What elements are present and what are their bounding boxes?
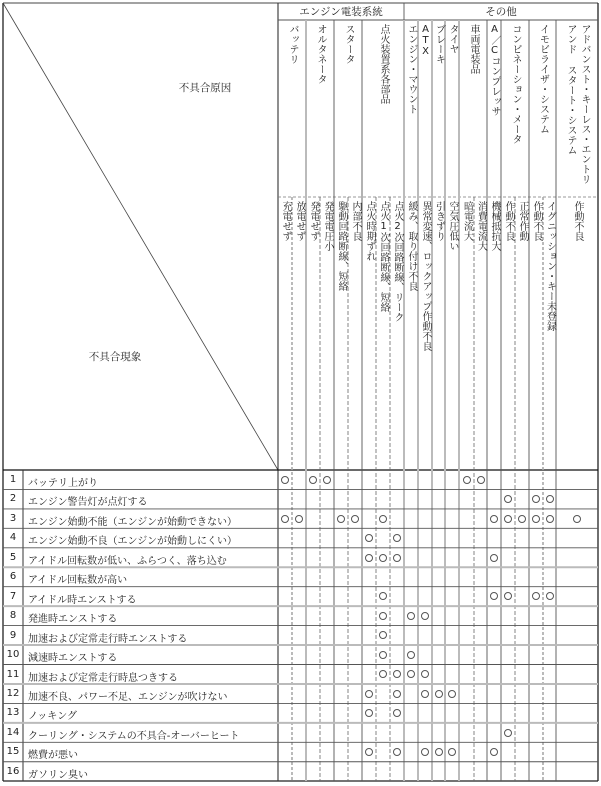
table-row bbox=[3, 703, 598, 722]
match-mark bbox=[379, 651, 387, 659]
symptom-label: ノッキング bbox=[28, 711, 77, 723]
row-number: 4 bbox=[9, 532, 17, 544]
component-header: スタータ bbox=[343, 24, 354, 64]
match-mark bbox=[393, 690, 401, 698]
match-mark bbox=[281, 476, 289, 484]
component-header: イモビライザ・システム bbox=[537, 24, 549, 134]
cause-header: 点火1次回路断線、短絡 bbox=[378, 201, 389, 312]
row-number: 13 bbox=[6, 707, 20, 719]
match-mark bbox=[490, 515, 498, 523]
symptom-label: 発進時エンストする bbox=[28, 614, 118, 626]
match-mark bbox=[393, 534, 401, 542]
component-header: ATX bbox=[420, 24, 431, 57]
match-mark bbox=[309, 476, 317, 484]
symptom-label: 加速および定常走行時エンストする bbox=[28, 633, 188, 645]
row-number: 11 bbox=[6, 668, 20, 680]
cause-header: 機械抵抗大 bbox=[489, 201, 500, 251]
cause-header: 点火2次回路断線、リーク bbox=[392, 201, 403, 322]
match-mark bbox=[281, 515, 289, 523]
symptom-label: 加速および定常走行時息つきする bbox=[28, 672, 178, 684]
symptom-label: エンジン始動不能（エンジンが始動できない） bbox=[28, 516, 237, 528]
match-mark bbox=[365, 690, 373, 698]
cause-header: 作動不良 bbox=[531, 201, 542, 241]
match-mark bbox=[365, 554, 373, 562]
row-number: 14 bbox=[6, 726, 20, 738]
corner-diagonal bbox=[3, 3, 278, 470]
cause-header: 発電電圧小 bbox=[322, 201, 333, 251]
cause-header: 点火時期ずれ bbox=[364, 201, 375, 261]
cause-header: 内部不良 bbox=[350, 201, 361, 241]
cause-header: 充電せず bbox=[280, 201, 291, 241]
row-number: 8 bbox=[9, 610, 17, 622]
row-number: 5 bbox=[9, 551, 17, 563]
symptom-label: クーリング・システムの不具合-オーバーヒート bbox=[28, 730, 240, 742]
match-mark bbox=[407, 612, 415, 620]
match-mark bbox=[504, 515, 512, 523]
match-mark bbox=[393, 748, 401, 756]
match-mark bbox=[365, 748, 373, 756]
row-number: 1 bbox=[9, 474, 17, 485]
match-mark bbox=[573, 515, 581, 523]
cause-axis-label: 不具合原因 bbox=[178, 82, 232, 94]
component-header: バッテリ bbox=[287, 24, 298, 64]
component-header: 車両電装品 bbox=[468, 24, 479, 74]
row-number: 16 bbox=[6, 765, 20, 777]
cause-header: 異常変速、ロックアップ作動不良 bbox=[420, 201, 431, 351]
match-mark bbox=[490, 748, 498, 756]
row-number: 6 bbox=[9, 571, 17, 583]
table-row bbox=[3, 470, 598, 489]
component-header: コンビネーション・メータ bbox=[510, 24, 521, 144]
match-mark bbox=[421, 748, 429, 756]
symptom-label: エンジン警告灯が点灯する bbox=[28, 497, 148, 509]
cause-header: 空気圧低い bbox=[447, 201, 458, 251]
match-mark bbox=[295, 515, 303, 523]
match-mark bbox=[323, 476, 331, 484]
symptom-label: 燃費が悪い bbox=[28, 750, 78, 762]
component-header: A／Cコンプレッサ bbox=[489, 24, 500, 116]
table-row bbox=[3, 742, 598, 761]
table-row bbox=[3, 665, 598, 684]
component-header: オルタネータ bbox=[315, 24, 326, 84]
match-mark bbox=[421, 612, 429, 620]
row-number: 10 bbox=[6, 649, 20, 661]
match-mark bbox=[337, 515, 345, 523]
symptom-label: アイドル時エンストする bbox=[28, 594, 137, 606]
match-mark bbox=[546, 495, 554, 503]
match-mark bbox=[463, 476, 471, 484]
match-mark bbox=[379, 612, 387, 620]
cause-header: イグニッション・キー未登録 bbox=[544, 201, 556, 331]
component-header: ブレーキ bbox=[433, 24, 445, 64]
cause-header: 引きずり bbox=[433, 201, 445, 241]
row-number: 12 bbox=[6, 687, 20, 699]
symptom-label: バッテリ上がり bbox=[28, 478, 98, 489]
row-number: 9 bbox=[9, 629, 17, 641]
table-row bbox=[3, 684, 598, 703]
group-header-other: その他 bbox=[485, 6, 517, 18]
match-mark bbox=[490, 554, 498, 562]
cause-header: 正常作動 bbox=[517, 201, 528, 241]
match-mark bbox=[379, 515, 387, 523]
match-mark bbox=[379, 554, 387, 562]
symptom-label: 加速不良、パワー不足、エンジンが吹けない bbox=[28, 691, 228, 703]
cause-header: 放電せず bbox=[294, 201, 305, 241]
match-mark bbox=[393, 554, 401, 562]
symptom-label: 減速時エンストする bbox=[28, 653, 118, 665]
table-row bbox=[3, 567, 598, 586]
component-header: アドバンスト・キーレス・エントリ bbox=[579, 24, 590, 184]
match-mark bbox=[504, 729, 512, 737]
match-mark bbox=[365, 534, 373, 542]
match-mark bbox=[421, 690, 429, 698]
cause-header: 作動不良 bbox=[572, 201, 583, 241]
row-number: 3 bbox=[9, 512, 17, 524]
row-number: 2 bbox=[9, 493, 17, 505]
match-mark bbox=[477, 476, 485, 484]
match-mark bbox=[448, 690, 456, 698]
match-mark bbox=[435, 748, 443, 756]
cause-header: 駆動回路断線、短絡 bbox=[336, 201, 347, 291]
table-row bbox=[3, 606, 598, 625]
cause-header: 作動不良 bbox=[503, 201, 514, 241]
row-number: 15 bbox=[6, 746, 20, 758]
component-header-line2: アンド スタート・システム bbox=[565, 24, 576, 155]
symptom-label: アイドル回転数が高い bbox=[28, 575, 128, 587]
symptom-label: アイドル回転数が低い、ふらつく、落ち込む bbox=[28, 555, 227, 567]
component-header: 点火装置系各部品 bbox=[378, 24, 389, 104]
cause-header: 緩み、取り付け不良 bbox=[406, 201, 417, 291]
symptom-label: エンジン始動不良（エンジンが始動しにくい） bbox=[28, 536, 237, 548]
symptom-axis-label: 不具合現象 bbox=[88, 351, 142, 363]
table-row bbox=[3, 548, 598, 567]
match-mark bbox=[435, 690, 443, 698]
match-mark bbox=[546, 592, 554, 600]
table-row bbox=[3, 528, 598, 547]
match-mark bbox=[448, 748, 456, 756]
row-number: 7 bbox=[9, 590, 17, 602]
cause-header: 発電せず bbox=[308, 201, 319, 241]
table-row bbox=[3, 762, 598, 781]
group-header-engine-electrical: エンジン電装系統 bbox=[299, 6, 383, 18]
component-header: タイヤ bbox=[447, 24, 458, 54]
table-row bbox=[3, 645, 598, 664]
component-header: エンジン・マウント bbox=[406, 24, 417, 114]
cause-header: 暗電流大 bbox=[461, 201, 473, 241]
match-mark bbox=[546, 515, 554, 523]
match-mark bbox=[407, 651, 415, 659]
symptom-label: ガソリン臭い bbox=[28, 769, 88, 781]
match-mark bbox=[532, 515, 540, 523]
cause-header: 消費電流大 bbox=[475, 201, 487, 251]
match-mark bbox=[351, 515, 359, 523]
table-row bbox=[3, 626, 598, 645]
match-mark bbox=[518, 515, 526, 523]
